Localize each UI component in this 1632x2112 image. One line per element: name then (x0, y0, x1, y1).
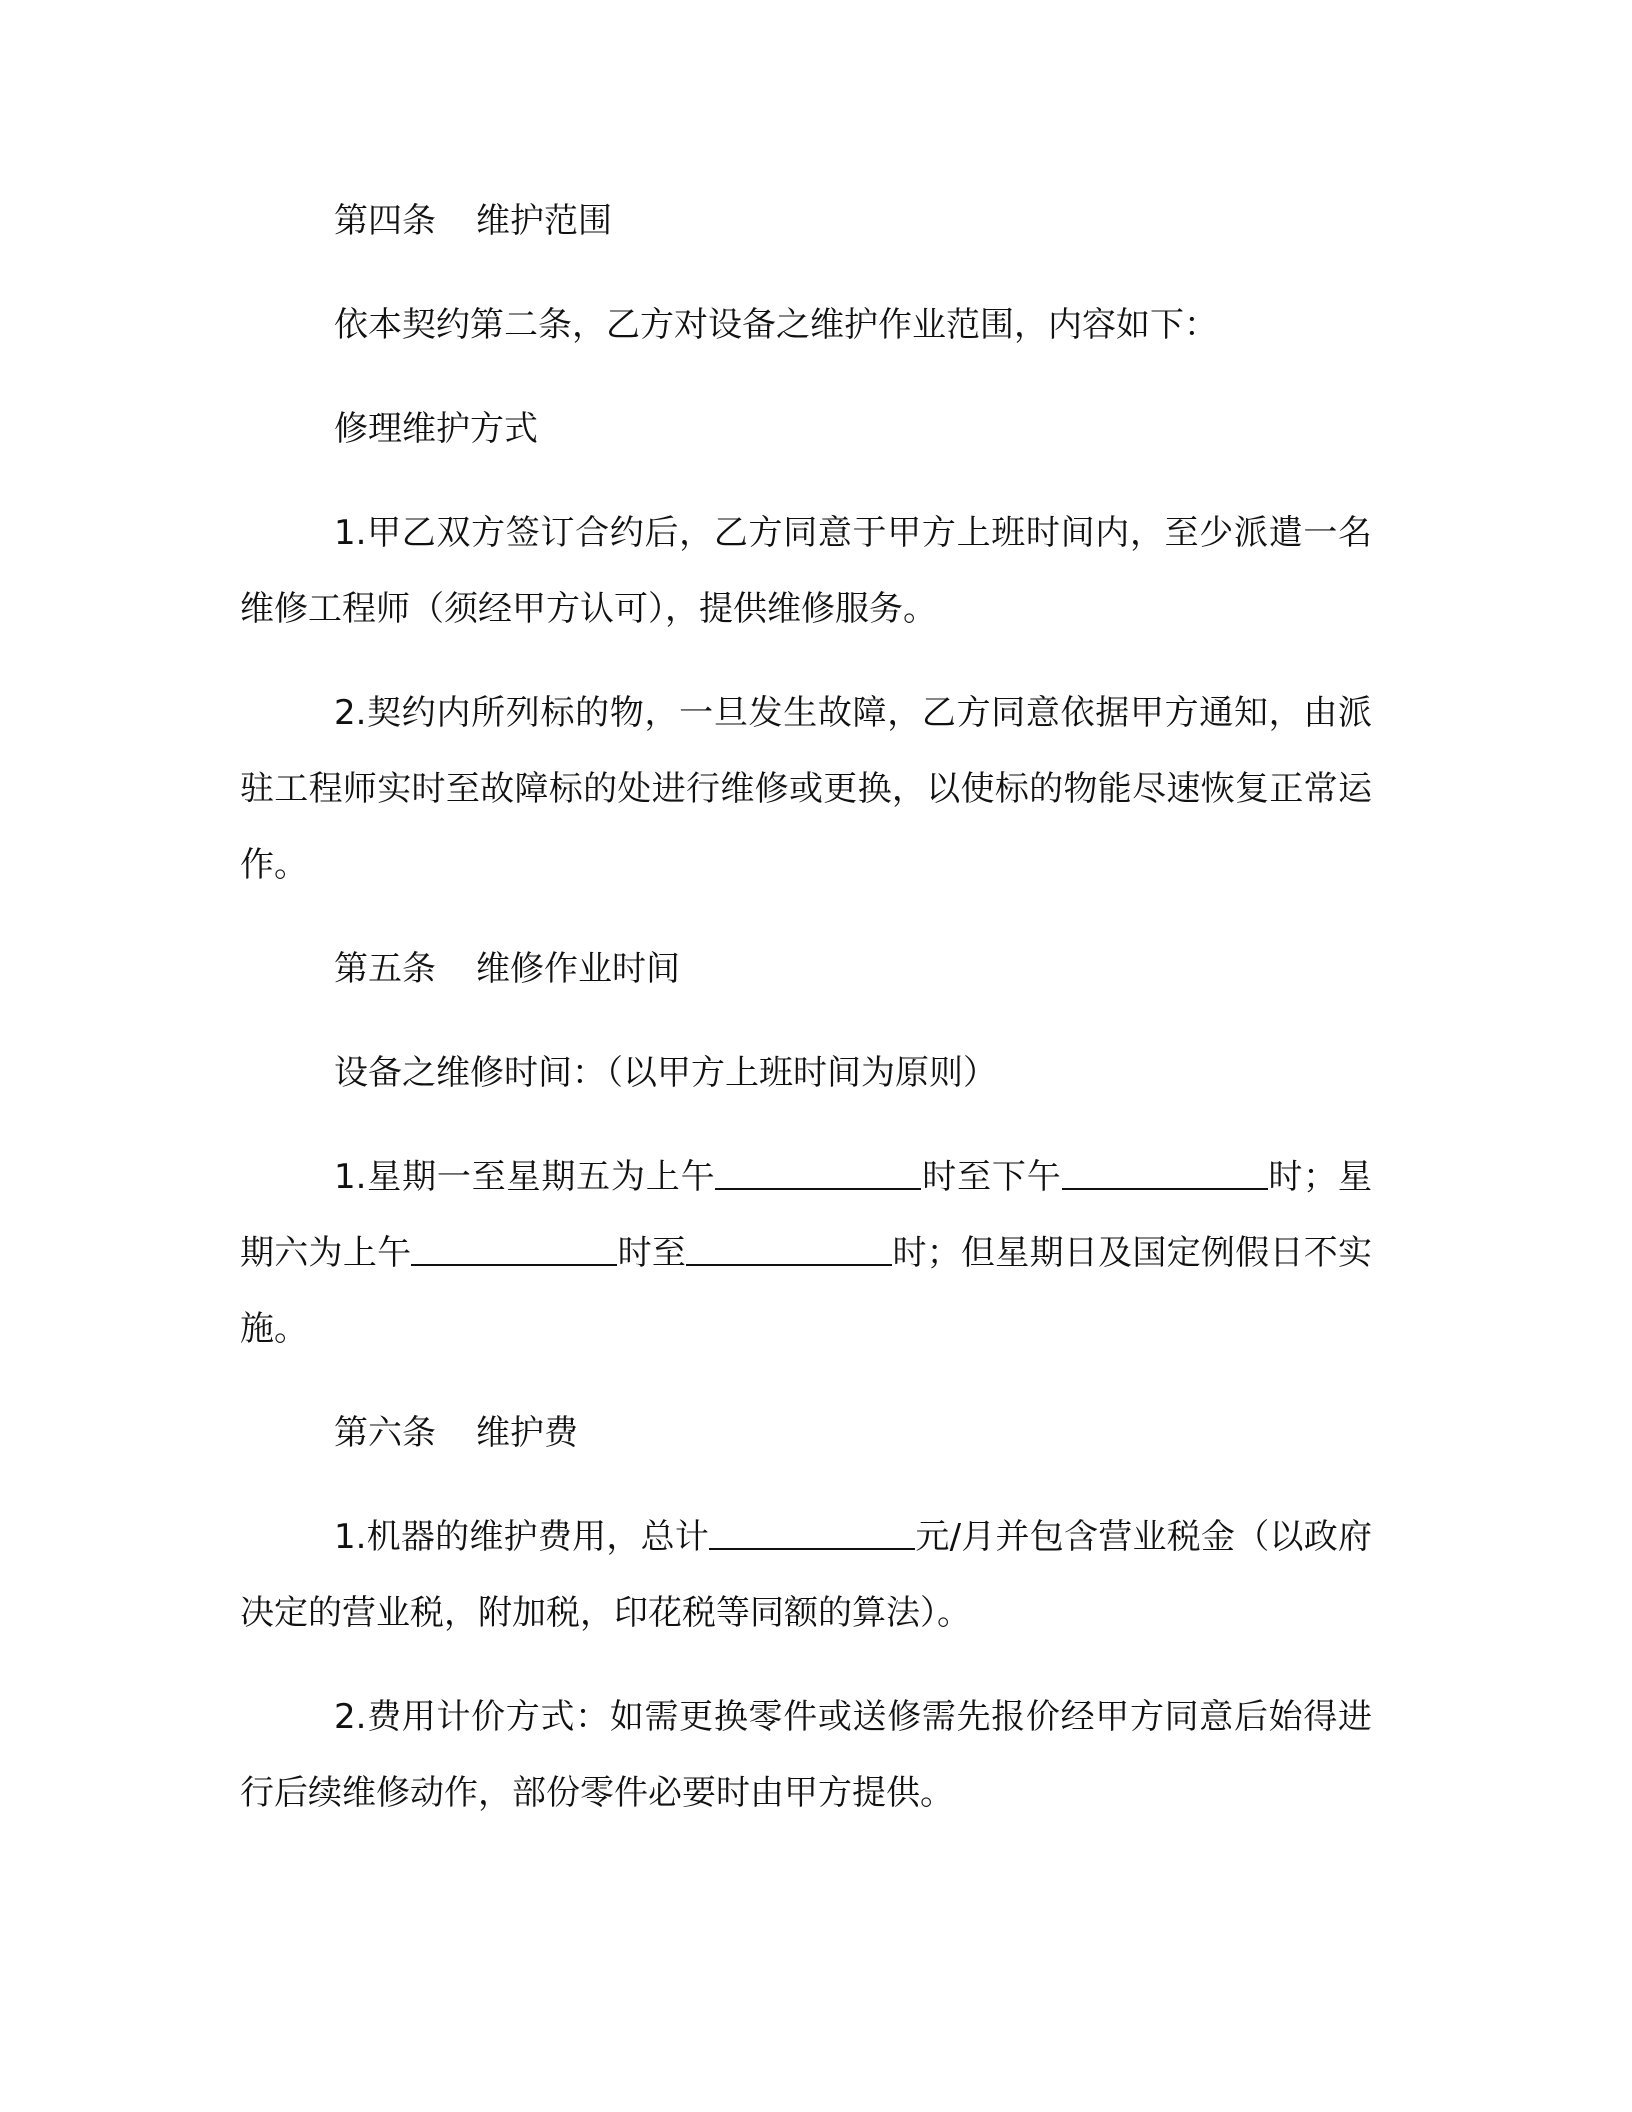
fill-blank-fee-amount[interactable] (709, 1514, 915, 1550)
article-6-item-2: 2.费用计价方式：如需更换零件或送修需先报价经甲方同意后始得进行后续维修动作，部份零件必要时由甲方提供。 (240, 1697, 1372, 1813)
article-6-title: 维护费 (476, 1413, 578, 1453)
article-5-title: 维修作业时间 (476, 949, 680, 989)
article-5-intro: 设备之维修时间：（以甲方上班时间为原则） (334, 1053, 997, 1093)
article-4-heading (240, 183, 1372, 259)
article-5-number: 第五条 (334, 949, 436, 989)
fill-blank-weekday-end[interactable] (1062, 1154, 1268, 1190)
fill-blank-saturday-start[interactable] (411, 1230, 617, 1266)
article-6-heading (240, 1395, 1372, 1471)
document-body (240, 183, 1372, 1859)
article-6-number: 第六条 (334, 1413, 436, 1453)
article-4-item-2: 2.契约内所列标的物，一旦发生故障，乙方同意依据甲方通知，由派驻工程师实时至故障标的处进行维修或更换，以使标的物能尽速恢复正常运作。 (240, 693, 1372, 885)
article-6-item-1: 1.机器的维护费用，总计 元/月并包含营业税金（以政府决定的营业税，附加税，印花税等同额的算法）。 (240, 1499, 1372, 1651)
article-4-intro: 依本契约第二条，乙方对设备之维护作业范围，内容如下： (334, 305, 1218, 345)
article-5-heading (240, 931, 1372, 1007)
article-4-subheading: 修理维护方式 (334, 409, 538, 449)
article-4-number: 第四条 (334, 201, 436, 241)
article-4-title: 维护范围 (476, 201, 612, 241)
fill-blank-saturday-end[interactable] (686, 1230, 892, 1266)
article-5-item-1: 1.星期一至星期五为上午 时至下午 时；星期六为上午 时至 时；但星期日及国定例假日不实施。 (240, 1139, 1372, 1367)
fill-blank-weekday-start[interactable] (715, 1154, 921, 1190)
article-4-item-1: 1.甲乙双方签订合约后，乙方同意于甲方上班时间内，至少派遣一名维修工程师（须经甲方认可），提供维修服务。 (240, 513, 1372, 629)
